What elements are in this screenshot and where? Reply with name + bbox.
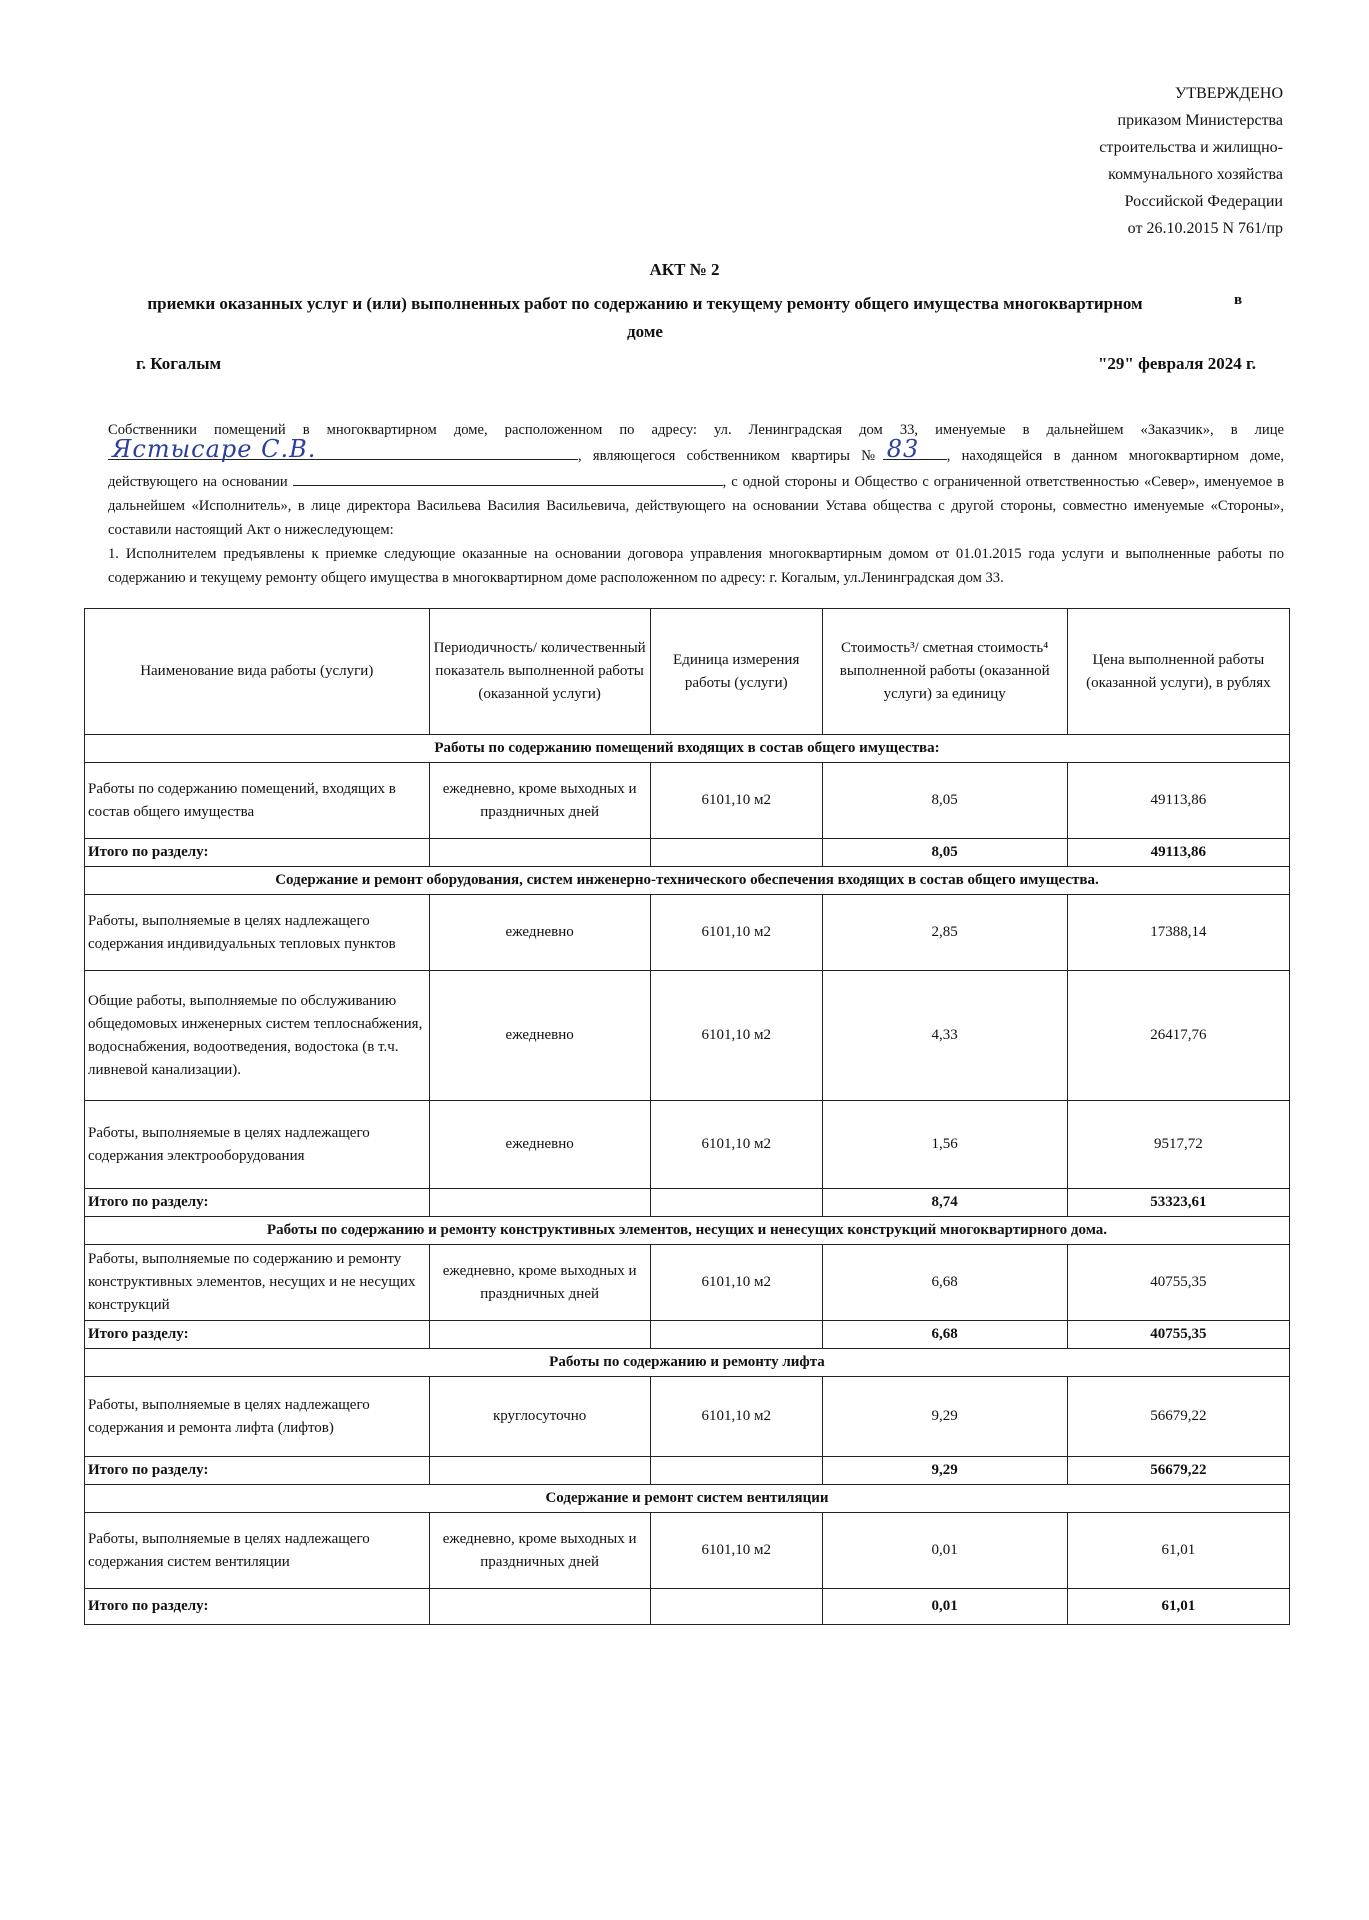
total-cost: 8,05 [822,839,1067,867]
row-price: 61,01 [1067,1513,1289,1589]
row-name: Работы, выполняемые в целях надлежащего содержания систем вентиляции [85,1513,430,1589]
basis-field [293,468,723,486]
table-row [85,1513,1290,1589]
section-title: Содержание и ремонт систем вентиляции [85,1485,1290,1513]
signature-field [108,435,578,463]
row-price: 26417,76 [1067,971,1289,1101]
intro-paragraph-2: 1. Исполнителем предъявлены к приемке следующие оказанные на основании договора управления многоквартирным домом от 01.01.2015 года услуги и выполненные работы по содержанию и текущему ремонту общего имущества в многоквартирном доме расположенном по адресу: г. Когалым, ул.Ленинградская дом 33. [108,546,1284,586]
total-cost: 9,29 [822,1457,1067,1485]
approval-line: приказом Министерства [1117,112,1283,129]
total-label: Итого разделу: [85,1321,430,1349]
table-header-row [85,609,1290,735]
total-row [85,1457,1290,1485]
row-name: Работы, выполняемые в целях надлежащего содержания электрооборудования [85,1101,430,1189]
total-price: 49113,86 [1067,839,1289,867]
row-cost: 4,33 [822,971,1067,1101]
row-price: 56679,22 [1067,1377,1289,1457]
total-price: 61,01 [1067,1589,1289,1625]
handwritten-signature: Ястысаре С.В. [112,435,317,463]
row-period: ежедневно, кроме выходных и праздничных дней [429,1245,650,1321]
row-unit: 6101,10 м2 [650,1377,822,1457]
intro-part-4: , с одной стороны и Общество с ограниченной ответственностью «Север», именуемое в дальнейшем «Исполнитель», в лице директора Васильева Василия Васильевича, действующего на основании Устава общества с другой стороны, совместно именуемые «Стороны», составили настоящий Акт о нижеследующем: [108,474,1284,538]
total-price: 40755,35 [1067,1321,1289,1349]
section-title: Работы по содержанию и ремонту конструктивных элементов, несущих и ненесущих конструкций многоквартирного дома. [85,1217,1290,1245]
row-period: ежедневно, кроме выходных и праздничных дней [429,763,650,839]
total-row [85,1321,1290,1349]
row-cost: 6,68 [822,1245,1067,1321]
table-row [85,1245,1290,1321]
row-period: ежедневно [429,971,650,1101]
row-name: Общие работы, выполняемые по обслуживанию общедомовых инженерных систем теплоснабжения, водоснабжения, водоотведения, водостока (в т.ч. ливневой канализации). [85,971,430,1101]
row-period: ежедневно, кроме выходных и праздничных дней [429,1513,650,1589]
section-title: Содержание и ремонт оборудования, систем инженерно-технического обеспечения входящих в состав общего имущества. [85,867,1290,895]
row-cost: 2,85 [822,895,1067,971]
row-name: Работы по содержанию помещений, входящих в состав общего имущества [85,763,430,839]
total-row [85,839,1290,867]
row-period: ежедневно [429,1101,650,1189]
total-cost: 8,74 [822,1189,1067,1217]
section-title: Работы по содержанию и ремонту лифта [85,1349,1290,1377]
row-cost: 1,56 [822,1101,1067,1189]
approval-line: от 26.10.2015 N 761/пр [1127,220,1283,237]
header-period: Периодичность/ количественный показатель выполненной работы (оказанной услуги) [429,609,650,735]
total-price: 56679,22 [1067,1457,1289,1485]
intro-part-3: , находящейся в данном многоквартирном доме, действующего на основании [108,448,1284,490]
section-title: Работы по содержанию помещений входящих в состав общего имущества: [85,735,1290,763]
header-price: Цена выполненной работы (оказанной услуги), в рублях [1067,609,1289,735]
total-cost: 6,68 [822,1321,1067,1349]
total-label: Итого по разделу: [85,1457,430,1485]
row-price: 49113,86 [1067,763,1289,839]
header-cost: Стоимость³/ сметная стоимость⁴ выполненной работы (оказанной услуги) за единицу [822,609,1067,735]
row-unit: 6101,10 м2 [650,763,822,839]
approval-line: Российской Федерации [1124,193,1283,210]
approval-line: коммунального хозяйства [1108,166,1283,183]
total-label: Итого по разделу: [85,1589,430,1625]
document-date: "29" февраля 2024 г. [1097,354,1256,373]
intro-part-1: Собственники помещений в многоквартирном доме, расположенном по адресу: ул. Ленинградская дом 33, именуемые в дальнейшем «Заказчик», в лице [108,422,1284,438]
row-name: Работы, выполняемые по содержанию и ремонту конструктивных элементов, несущих и не несущих конструкций [85,1245,430,1321]
header-name: Наименование вида работы (услуги) [85,609,430,735]
row-cost: 9,29 [822,1377,1067,1457]
approval-stamp [963,80,1283,242]
document-subtitle: приемки оказанных услуг и (или) выполненных работ по содержанию и текущему ремонту общего имущества многоквартирном доме [147,294,1143,341]
total-row [85,1589,1290,1625]
row-name: Работы, выполняемые в целях надлежащего содержания и ремонта лифта (лифтов) [85,1377,430,1457]
approval-line: УТВЕРЖДЕНО [1174,85,1283,102]
total-price: 53323,61 [1067,1189,1289,1217]
row-unit: 6101,10 м2 [650,1101,822,1189]
total-label: Итого по разделу: [85,1189,430,1217]
city: г. Когалым [136,354,222,373]
row-cost: 0,01 [822,1513,1067,1589]
total-cost: 0,01 [822,1589,1067,1625]
handwritten-apartment: 83 [886,435,920,463]
subtitle-preposition: в [1234,292,1243,308]
row-unit: 6101,10 м2 [650,971,822,1101]
row-cost: 8,05 [822,763,1067,839]
row-unit: 6101,10 м2 [650,895,822,971]
intro-part-2: , являющегося собственником квартиры № [578,448,883,464]
total-label: Итого по разделу: [85,839,430,867]
approval-line: строительства и жилищно- [1099,139,1283,156]
total-row [85,1189,1290,1217]
works-table [84,608,1290,1625]
header-unit: Единица измерения работы (услуги) [650,609,822,735]
row-period: ежедневно [429,895,650,971]
row-name: Работы, выполняемые в целях надлежащего содержания индивидуальных тепловых пунктов [85,895,430,971]
row-period: круглосуточно [429,1377,650,1457]
row-price: 40755,35 [1067,1245,1289,1321]
apartment-field [883,435,947,463]
table-row [85,1101,1290,1189]
document-title: АКТ № 2 [649,260,720,279]
row-price: 17388,14 [1067,895,1289,971]
table-row [85,895,1290,971]
row-unit: 6101,10 м2 [650,1513,822,1589]
row-unit: 6101,10 м2 [650,1245,822,1321]
table-row [85,1377,1290,1457]
table-row [85,971,1290,1101]
row-price: 9517,72 [1067,1101,1289,1189]
table-row [85,763,1290,839]
intro-text [84,418,1284,590]
